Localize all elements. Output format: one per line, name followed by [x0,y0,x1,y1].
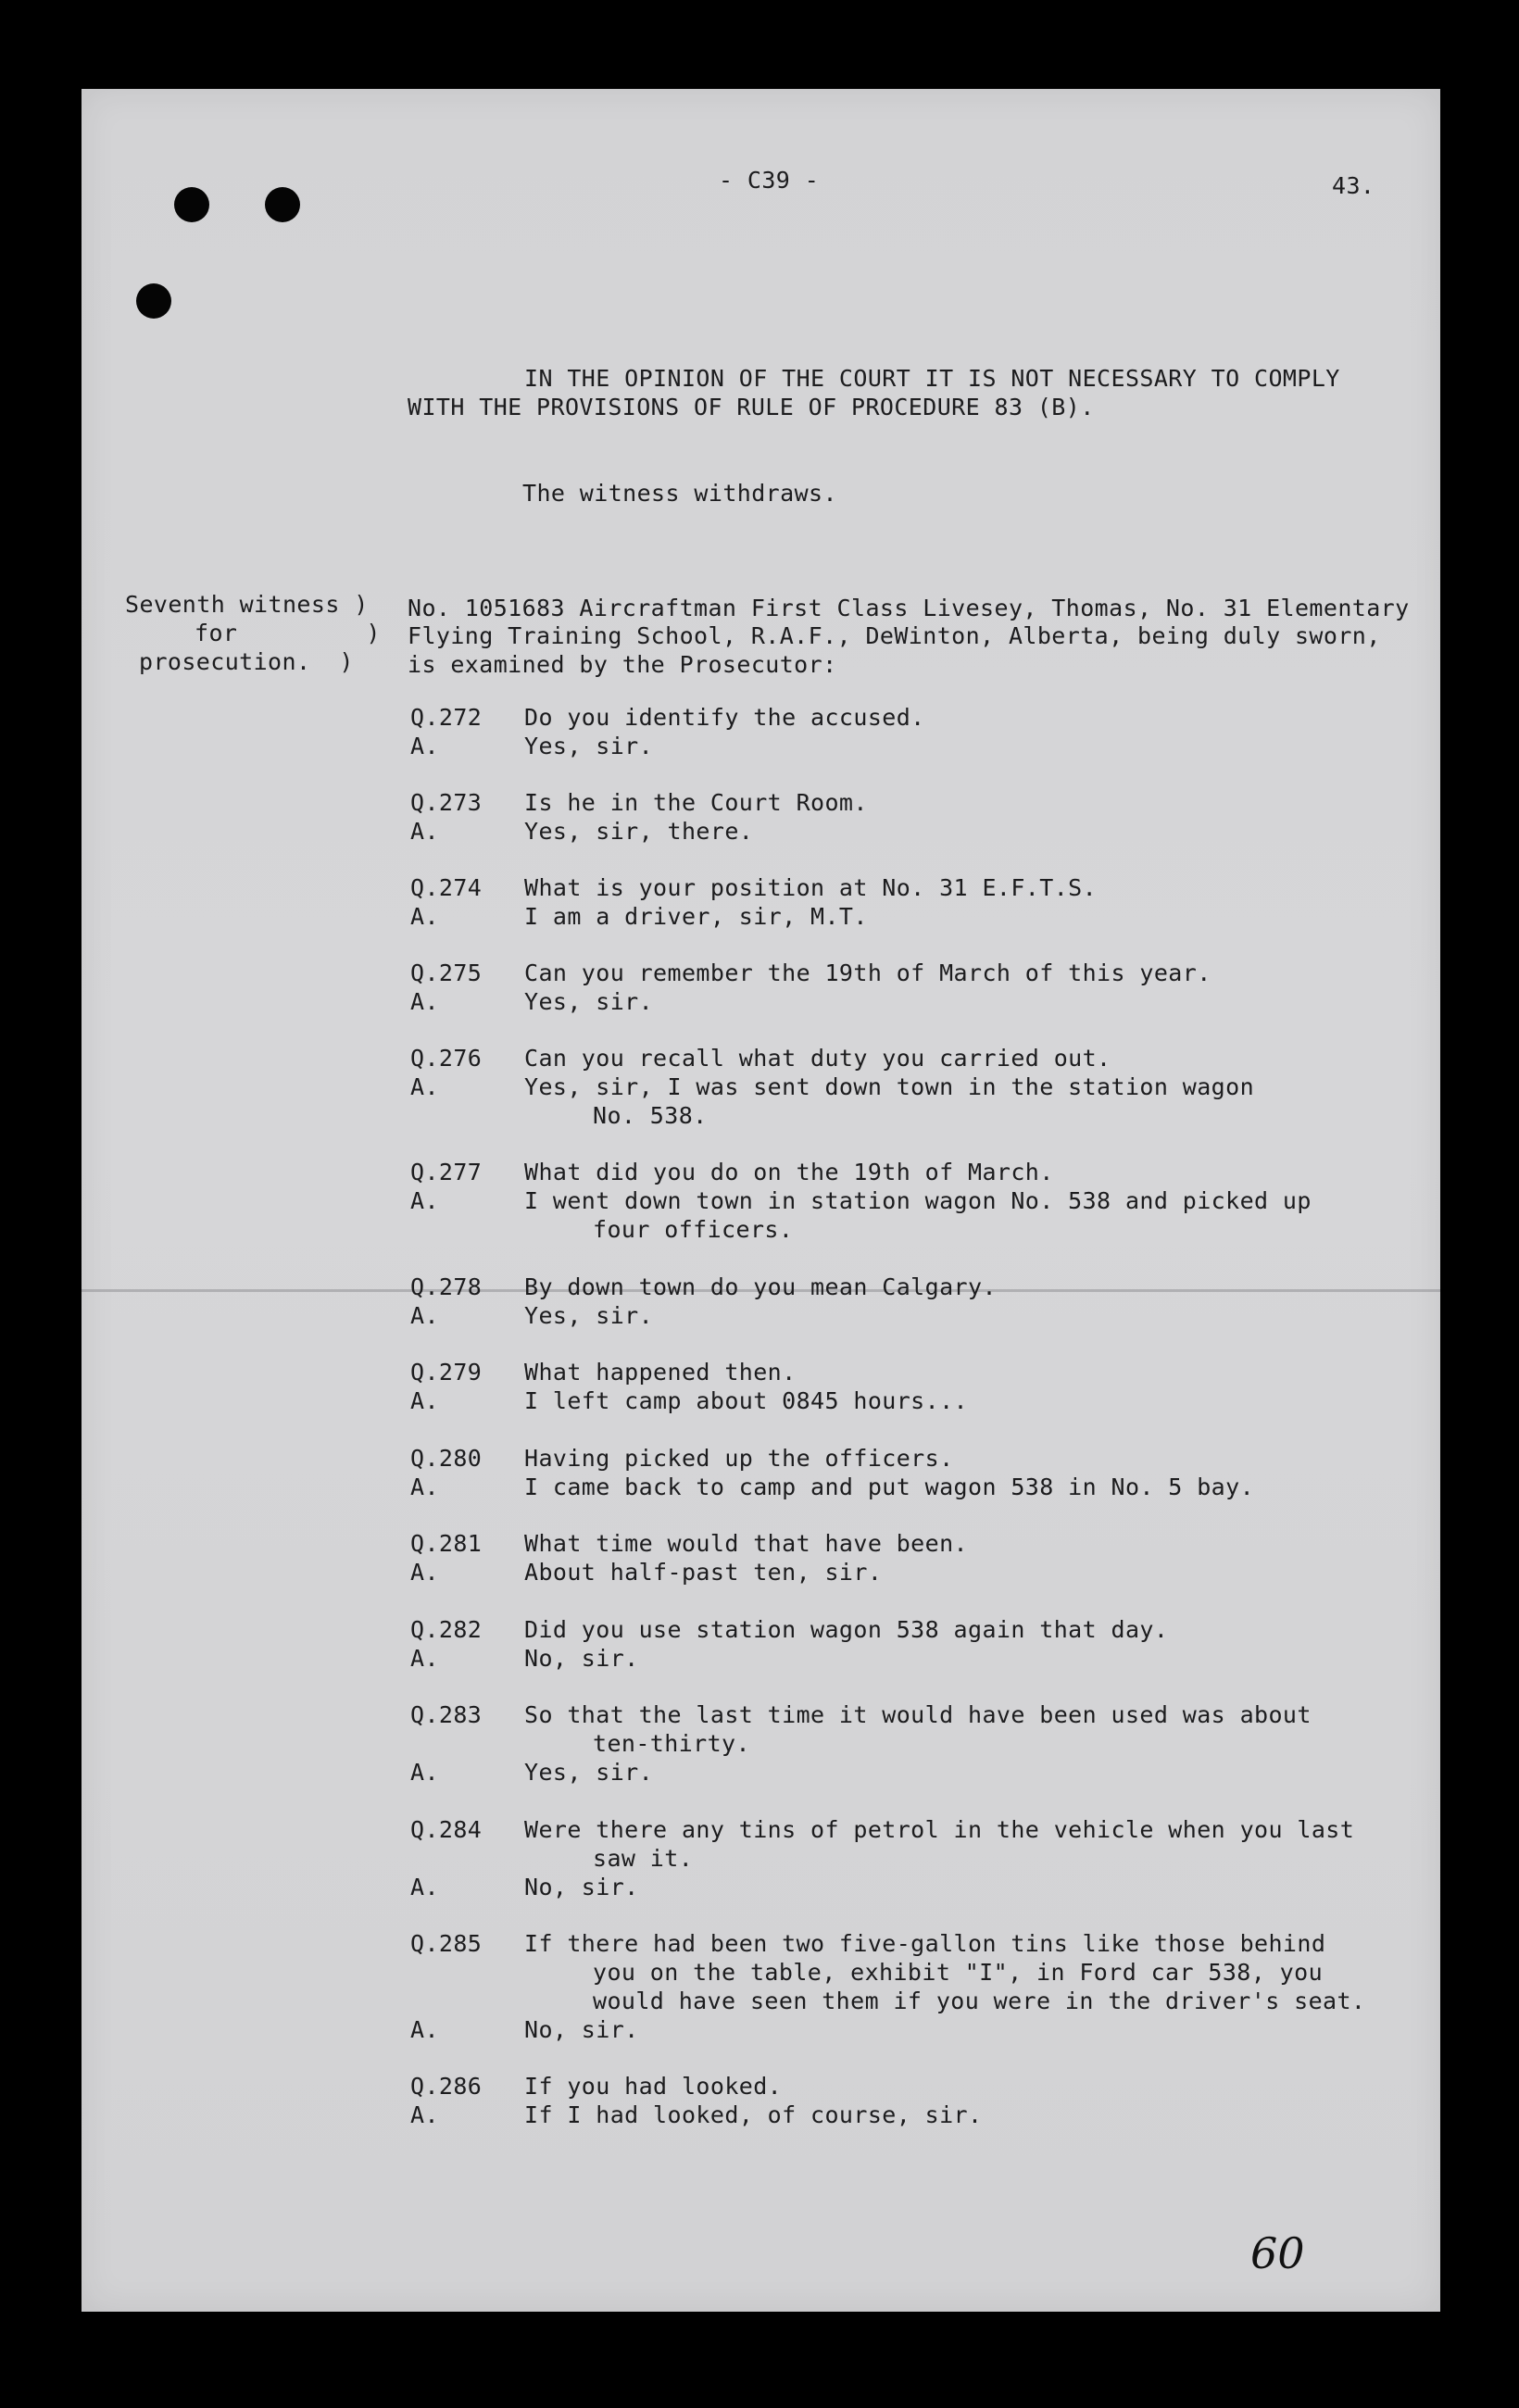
answer-text: Yes, sir. [524,1759,654,1786]
page-number: 43. [1332,172,1375,199]
margin-note: Seventh witness ) [125,591,369,618]
question-text: What is your position at No. 31 E.F.T.S. [524,874,1098,901]
answer-label: A. [410,903,439,930]
answer-text: Yes, sir, I was sent down town in the station wagon [524,1073,1255,1100]
answer-text: No, sir. [524,1874,639,1900]
question-text: What happened then. [524,1359,797,1386]
answer-label: A. [410,1645,439,1672]
answer-label: A. [410,1759,439,1786]
punch-hole [174,187,209,222]
answer-label: A. [410,1387,439,1414]
question-text: If you had looked. [524,2073,783,2100]
ruling-line: WITH THE PROVISIONS OF RULE OF PROCEDURE 83 (B). [408,394,1095,420]
answer-text: If I had looked, of course, sir. [524,2101,983,2128]
answer-label: A. [410,1474,439,1500]
question-number: Q.279 [410,1359,483,1386]
question-number: Q.280 [410,1445,483,1472]
question-number: Q.283 [410,1701,483,1728]
answer-text: No, sir. [524,1645,639,1672]
answer-label: A. [410,988,439,1015]
question-number: Q.273 [410,789,483,816]
question-text: By down town do you mean Calgary. [524,1273,997,1300]
punch-hole [265,187,300,222]
answer-label: A. [410,1302,439,1329]
intro-line: Flying Training School, R.A.F., DeWinton, Alberta, being duly sworn, [408,622,1381,649]
question-text: If there had been two five-gallon tins like those behind [524,1930,1326,1957]
question-text: ten-thirty. [593,1730,750,1757]
answer-text: Yes, sir. [524,988,654,1015]
answer-text: I left camp about 0845 hours... [524,1387,968,1414]
intro-line: No. 1051683 Aircraftman First Class Livesey, Thomas, No. 31 Elementary [408,595,1410,621]
answer-text: No. 538. [593,1102,708,1129]
answer-text: I went down town in station wagon No. 538 and picked up [524,1187,1312,1214]
question-text: you on the table, exhibit "I", in Ford car 538, you [593,1959,1324,1986]
question-number: Q.275 [410,959,483,986]
answer-label: A. [410,2016,439,2043]
answer-label: A. [410,1187,439,1214]
answer-label: A. [410,2101,439,2128]
question-text: Can you remember the 19th of March of this year. [524,959,1211,986]
question-number: Q.276 [410,1045,483,1072]
question-text: What did you do on the 19th of March. [524,1159,1054,1185]
ruling-line: IN THE OPINION OF THE COURT IT IS NOT NECESSARY TO COMPLY [524,365,1340,392]
question-number: Q.277 [410,1159,483,1185]
answer-text: I came back to camp and put wagon 538 in No. 5 bay. [524,1474,1255,1500]
answer-text: No, sir. [524,2016,639,2043]
question-text: Having picked up the officers. [524,1445,954,1472]
answer-text: Yes, sir. [524,733,654,759]
question-number: Q.285 [410,1930,483,1957]
answer-text: four officers. [593,1216,794,1243]
answer-text: Yes, sir. [524,1302,654,1329]
answer-label: A. [410,818,439,845]
question-text: Did you use station wagon 538 again that day. [524,1616,1169,1643]
page-code: - C39 - [719,167,820,194]
question-text: would have seen them if you were in the driver's seat. [593,1988,1366,2014]
question-number: Q.272 [410,704,483,731]
answer-label: A. [410,1073,439,1100]
answer-label: A. [410,1874,439,1900]
punch-hole [136,283,171,319]
witness-withdraws: The witness withdraws. [522,480,837,507]
margin-note: for ) [195,620,381,646]
question-text: So that the last time it would have been used was about [524,1701,1312,1728]
answer-label: A. [410,733,439,759]
question-text: Is he in the Court Room. [524,789,868,816]
intro-line: is examined by the Prosecutor: [408,651,837,678]
answer-label: A. [410,1559,439,1586]
question-number: Q.286 [410,2073,483,2100]
question-number: Q.278 [410,1273,483,1300]
question-number: Q.282 [410,1616,483,1643]
question-text: saw it. [593,1845,694,1872]
question-text: Can you recall what duty you carried out. [524,1045,1111,1072]
answer-text: I am a driver, sir, M.T. [524,903,868,930]
question-text: Do you identify the accused. [524,704,925,731]
question-number: Q.274 [410,874,483,901]
question-text: Were there any tins of petrol in the vehicle when you last [524,1816,1355,1843]
question-number: Q.281 [410,1530,483,1557]
answer-text: About half-past ten, sir. [524,1559,883,1586]
question-number: Q.284 [410,1816,483,1843]
answer-text: Yes, sir, there. [524,818,754,845]
margin-note: prosecution. ) [139,648,354,675]
handwritten-folio: 60 [1250,2228,1305,2278]
question-text: What time would that have been. [524,1530,968,1557]
